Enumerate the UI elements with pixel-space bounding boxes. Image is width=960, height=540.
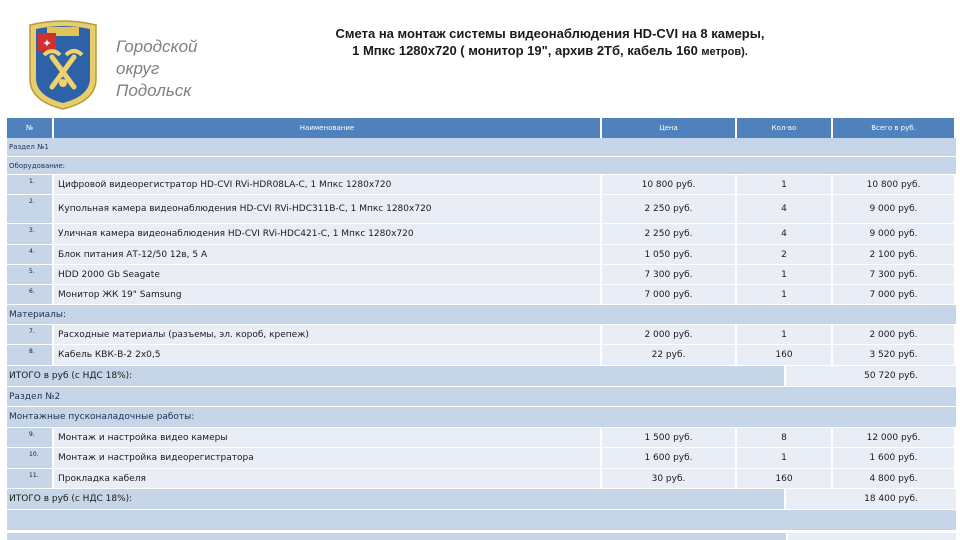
row-total: 1 600 руб.	[833, 448, 956, 468]
row-price: 2 250 руб.	[602, 195, 737, 223]
title-line-2	[240, 42, 860, 61]
row-price: 22 руб.	[602, 345, 737, 365]
row-quantity: 1	[737, 285, 833, 304]
row-quantity: 8	[737, 428, 833, 447]
subtotal-row-2	[7, 489, 956, 510]
table-row	[7, 175, 956, 195]
table-header-row	[7, 118, 956, 138]
row-number: 3.	[7, 224, 54, 244]
row-number: 8.	[7, 345, 54, 365]
row-number: 5.	[7, 265, 54, 284]
row-quantity: 1	[737, 325, 833, 344]
row-quantity: 1	[737, 265, 833, 284]
row-name: Уличная камера видеонаблюдения HD-CVI RVi-HDC421-C, 1 Мпкс 1280х720	[54, 224, 602, 244]
row-name: Блок питания АТ-12/50 12в, 5 А	[54, 245, 602, 264]
row-price: 7 000 руб.	[602, 285, 737, 304]
row-name: Цифровой видеорегистратор HD-CVI RVi-HDR08LA-C, 1 Мпкс 1280х720	[54, 175, 602, 194]
section-1-row: Раздел №1	[7, 138, 956, 157]
row-number: 4.	[7, 245, 54, 264]
table-row	[7, 469, 956, 489]
row-quantity: 4	[737, 224, 833, 244]
city-coat-of-arms-icon	[24, 17, 102, 111]
subtotal-value: 50 720 руб.	[786, 366, 956, 386]
city-name-line-2: округ	[116, 59, 160, 78]
row-total: 9 000 руб.	[833, 195, 956, 223]
subtotal-value: 18 400 руб.	[786, 489, 956, 509]
table-row	[7, 195, 956, 224]
table-row	[7, 448, 956, 469]
section-2-row: Раздел №2	[7, 387, 956, 407]
row-total: 7 000 руб.	[833, 285, 956, 304]
row-total: 3 520 руб.	[833, 345, 956, 365]
row-name: Расходные материалы (разъемы, эл. короб, крепеж)	[54, 325, 602, 344]
row-quantity: 160	[737, 469, 833, 488]
title-line-1: Смета на монтаж системы видеонаблюдения HD-CVI на 8 камеры,	[335, 26, 765, 41]
header-total: Всего в руб.	[833, 118, 956, 138]
row-name: Кабель КВК-В-2 2х0,5	[54, 345, 602, 365]
header-quantity: Кол-во	[737, 118, 833, 138]
subtotal-label: ИТОГО в руб (с НДС 18%):	[7, 366, 786, 386]
city-name-line-1: Городской	[116, 37, 198, 56]
table-row	[7, 325, 956, 345]
row-name: Монитор ЖК 19" Samsung	[54, 285, 602, 304]
table-row	[7, 285, 956, 305]
row-total: 7 300 руб.	[833, 265, 956, 284]
grand-total-label-cell	[7, 533, 786, 540]
row-price: 2 000 руб.	[602, 325, 737, 344]
row-price: 10 800 руб.	[602, 175, 737, 194]
row-price: 2 250 руб.	[602, 224, 737, 244]
row-quantity: 1	[737, 175, 833, 194]
document-title	[240, 25, 860, 61]
row-total: 2 000 руб.	[833, 325, 956, 344]
row-number: 6.	[7, 285, 54, 304]
equipment-label-row: Оборудование:	[7, 157, 956, 175]
row-number: 2.	[7, 195, 54, 223]
row-quantity: 160	[737, 345, 833, 365]
title-line-2-main: 1 Мпкс 1280х720 ( монитор 19", архив 2Тб, кабель 160	[352, 43, 702, 58]
row-number: 10.	[7, 448, 54, 468]
subtotal-label: ИТОГО в руб (с НДС 18%):	[7, 489, 786, 509]
row-quantity: 1	[737, 448, 833, 468]
title-line-2-unit: метров).	[701, 46, 748, 58]
row-price: 1 050 руб.	[602, 245, 737, 264]
works-label-row: Монтажные пусконаладочные работы:	[7, 407, 956, 428]
empty-band-row	[7, 510, 956, 531]
row-name: Купольная камера видеонаблюдения HD-CVI RVi-HDC311B-C, 1 Мпкс 1280х720	[54, 195, 602, 223]
header-name: Наименование	[54, 118, 602, 138]
row-price: 30 руб.	[602, 469, 737, 488]
row-name: Монтаж и настройка видео камеры	[54, 428, 602, 447]
estimate-table	[7, 118, 956, 531]
table-row	[7, 265, 956, 285]
row-price: 1 600 руб.	[602, 448, 737, 468]
header-price: Цена	[602, 118, 737, 138]
row-total: 2 100 руб.	[833, 245, 956, 264]
row-price: 7 300 руб.	[602, 265, 737, 284]
materials-label-row: Материалы:	[7, 305, 956, 325]
table-row	[7, 345, 956, 366]
city-name-line-3: Подольск	[116, 81, 192, 100]
row-total: 12 000 руб.	[833, 428, 956, 447]
row-quantity: 2	[737, 245, 833, 264]
table-row	[7, 224, 956, 245]
row-number: 11.	[7, 469, 54, 488]
subtotal-row-1	[7, 366, 956, 387]
header-number: №	[7, 118, 54, 138]
table-row	[7, 245, 956, 265]
row-total: 9 000 руб.	[833, 224, 956, 244]
city-name	[116, 36, 226, 102]
row-name: Прокладка кабеля	[54, 469, 602, 488]
grand-total-value-cell	[788, 533, 956, 540]
table-row	[7, 428, 956, 448]
row-price: 1 500 руб.	[602, 428, 737, 447]
row-name: HDD 2000 Gb Seagate	[54, 265, 602, 284]
row-total: 4 800 руб.	[833, 469, 956, 488]
row-number: 1.	[7, 175, 54, 194]
svg-text:✦: ✦	[42, 37, 52, 50]
row-quantity: 4	[737, 195, 833, 223]
row-name: Монтаж и настройка видеорегистратора	[54, 448, 602, 468]
row-total: 10 800 руб.	[833, 175, 956, 194]
grand-total-row-partial	[7, 533, 956, 540]
row-number: 7.	[7, 325, 54, 344]
row-number: 9.	[7, 428, 54, 447]
